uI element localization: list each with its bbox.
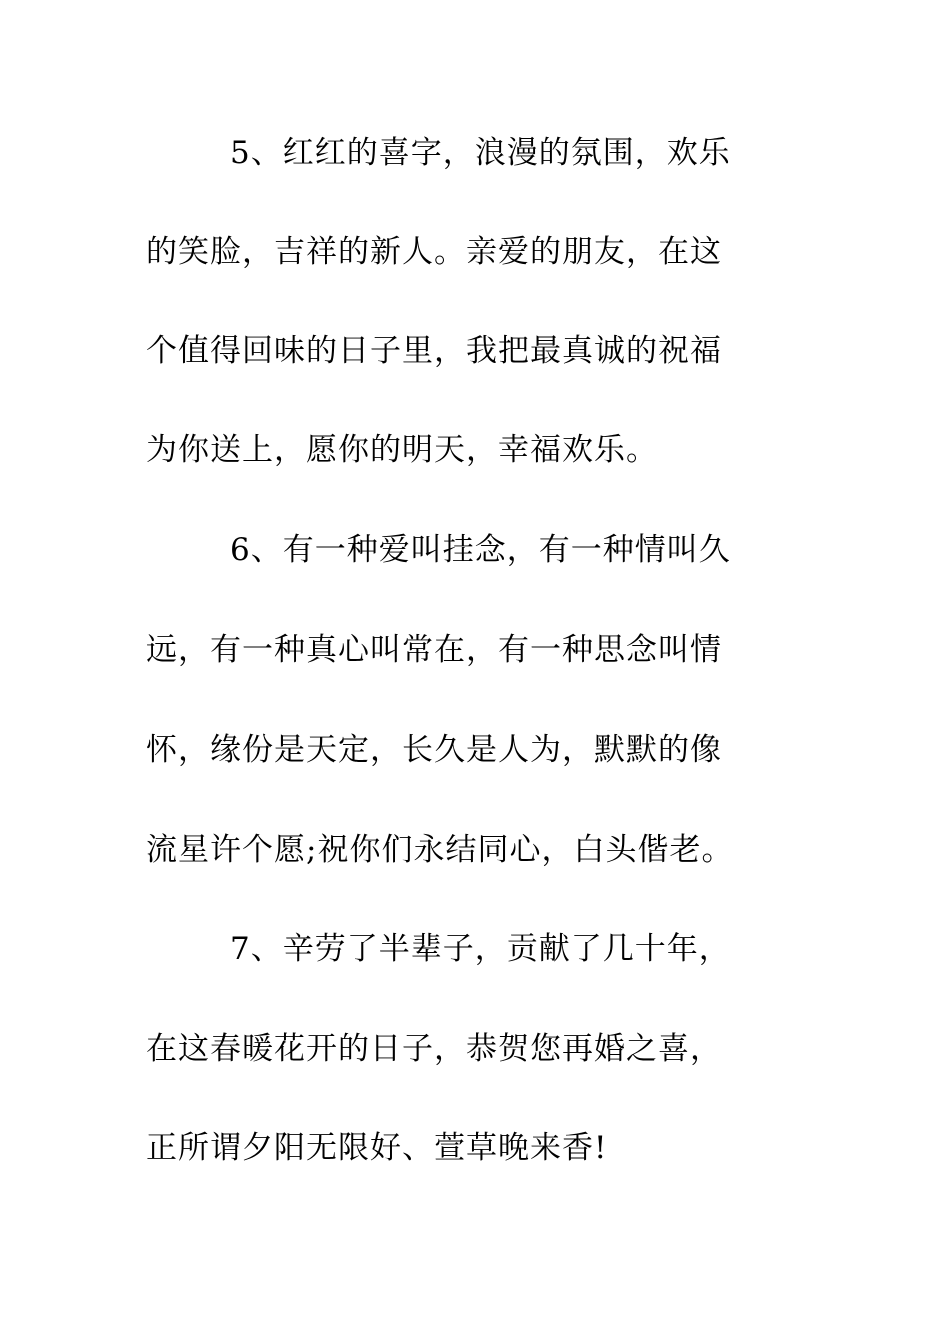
paragraph-7-line-3: 正所谓夕阳无限好、萱草晚来香! <box>146 1130 608 1166</box>
paragraph-6-line-3: 怀，缘份是天定，长久是人为，默默的像 <box>146 732 722 768</box>
paragraph-5-line-1: 5、红红的喜字，浪漫的氛围，欢乐 <box>230 135 731 171</box>
paragraph-5-line-3: 个值得回味的日子里，我把最真诚的祝福 <box>146 333 722 369</box>
paragraph-7-line-2: 在这春暖花开的日子，恭贺您再婚之喜， <box>146 1031 722 1067</box>
paragraph-6-line-4: 流星许个愿;祝你们永结同心，白头偕老。 <box>146 832 734 868</box>
paragraph-7-line-1: 7、辛劳了半辈子，贡献了几十年， <box>230 931 731 967</box>
paragraph-6-line-1: 6、有一种爱叫挂念，有一种情叫久 <box>230 532 731 568</box>
paragraph-6-line-2: 远，有一种真心叫常在，有一种思念叫情 <box>146 632 722 668</box>
paragraph-5-line-4: 为你送上，愿你的明天，幸福欢乐。 <box>146 432 658 468</box>
paragraph-5-line-2: 的笑脸，吉祥的新人。亲爱的朋友，在这 <box>146 234 722 270</box>
